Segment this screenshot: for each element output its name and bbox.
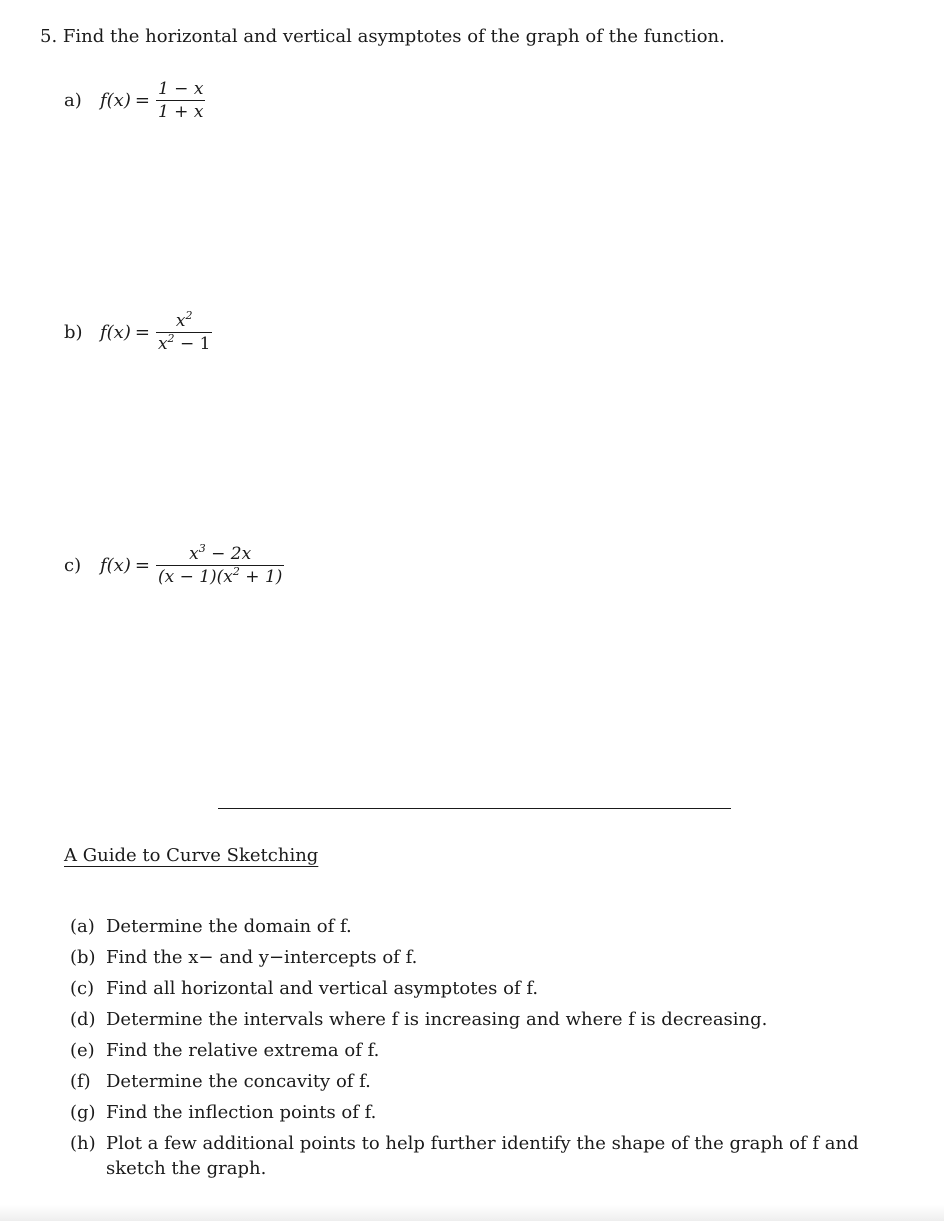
list-item-letter: (b) [70,947,96,968]
problem-heading: 5. Find the horizontal and vertical asymptotes of the graph of the function. [40,26,725,47]
list-item [70,1007,900,1032]
numerator-exponent: 2 [185,309,193,322]
list-item-letter: (g) [70,1102,96,1123]
numerator-rest: − 2x [205,544,252,564]
function-lhs: f(x) [100,322,131,343]
page-bottom-edge [0,1205,944,1221]
list-item-letter: (a) [70,916,95,937]
equals-sign: = [134,555,150,576]
denominator-rest: − 1 [174,334,211,354]
list-item-text: Determine the domain of f. [106,916,352,937]
part-label: b) [64,322,83,343]
list-item-text: Plot a few additional points to help further identify the shape of the graph of f and sketch the graph. [106,1133,859,1179]
denominator-second: + 1) [239,567,283,587]
part-a [64,78,205,123]
part-c [64,543,284,588]
denominator-first: (x − 1)(x [157,567,233,587]
list-item-text: Find all horizontal and vertical asymptotes of f. [106,978,539,999]
list-item [70,1038,900,1063]
numerator: 1 − x [157,79,204,99]
list-item [70,1131,900,1181]
list-item [70,1100,900,1125]
list-item-letter: (c) [70,978,95,999]
numerator [174,310,195,332]
numerator [187,543,253,565]
list-item-letter: (d) [70,1009,96,1030]
section-divider [218,808,731,809]
part-b [64,310,212,355]
denominator [156,566,284,588]
denominator: 1 + x [157,102,204,122]
list-item-letter: (e) [70,1040,95,1061]
fraction [156,78,205,123]
list-item-letter: (f) [70,1071,91,1092]
equals-sign: = [134,90,150,111]
list-item-text: Find the inflection points of f. [106,1102,377,1123]
list-item-text: Find the relative extrema of f. [106,1040,380,1061]
part-label: c) [64,555,82,576]
part-label: a) [64,90,82,111]
list-item [70,1069,900,1094]
guide-list [70,914,900,1187]
list-item [70,914,900,939]
function-lhs: f(x) [100,90,131,111]
denominator-base: x [157,334,168,354]
list-item-text: Find the x− and y−intercepts of f. [106,947,418,968]
denominator-exponent: 2 [232,565,240,578]
function-lhs: f(x) [100,555,131,576]
list-item-text: Determine the concavity of f. [106,1071,371,1092]
guide-title: A Guide to Curve Sketching [64,845,319,866]
fraction [156,310,212,355]
fraction [156,543,284,588]
equals-sign: = [134,322,150,343]
denominator-exponent: 2 [167,332,175,345]
list-item [70,976,900,1001]
denominator [156,333,212,355]
list-item-text: Determine the intervals where f is increasing and where f is decreasing. [106,1009,768,1030]
numerator-base: x [189,544,199,564]
list-item [70,945,900,970]
list-item-letter: (h) [70,1133,96,1154]
numerator-exponent: 3 [198,542,206,555]
numerator-base: x [175,311,186,331]
